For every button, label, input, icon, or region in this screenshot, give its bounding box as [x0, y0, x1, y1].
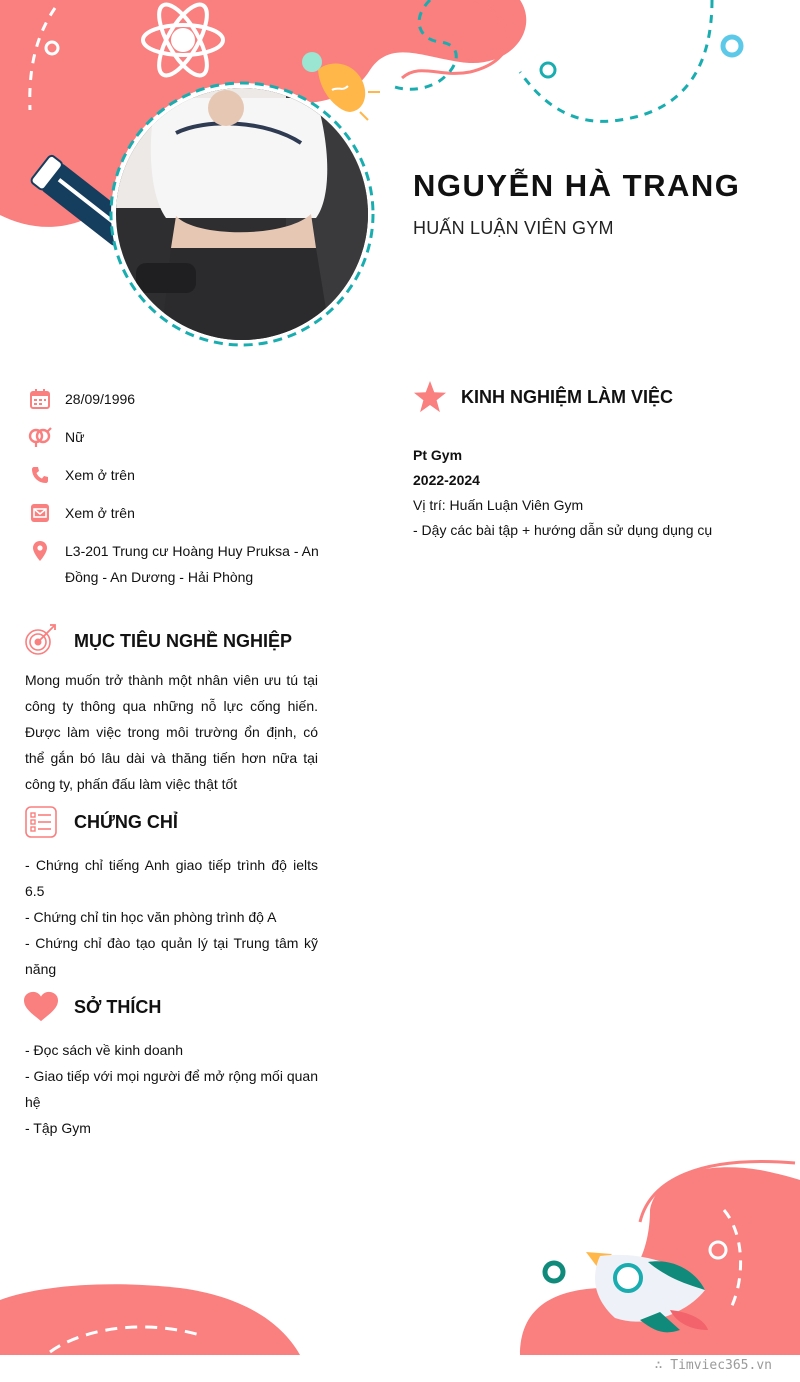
location-pin-icon [26, 540, 54, 562]
section-title: SỞ THÍCH [74, 996, 162, 1017]
avatar-photo [116, 88, 368, 340]
contact-text: Xem ở trên [65, 505, 135, 521]
section-hobbies-header [24, 990, 161, 1024]
contact-text: L3-201 Trung cư Hoàng Huy Pruksa - An Đồng - An Dương - Hải Phòng [65, 543, 319, 585]
checklist-icon [24, 805, 58, 839]
hobbies-list [25, 1037, 318, 1141]
objective-text: Mong muốn trở thành một nhân viên ưu tú tại công ty thông qua những nỗ lực cống hiến. Được làm việc trong môi trường ổn định, có thể gắn bó lâu dài và thăng tiến hơn nữa tại công ty, phấn đấu làm việc thật tốt [25, 672, 318, 792]
avatar-frame [108, 80, 376, 348]
avatar [116, 88, 368, 340]
experience-position: Vị trí: Huấn Luận Viên Gym [413, 497, 584, 513]
calendar-icon [26, 388, 54, 410]
contact-email [26, 502, 326, 526]
gender-icon [26, 426, 54, 448]
section-objective-header [24, 624, 292, 658]
email-icon [26, 502, 54, 524]
target-icon [24, 624, 58, 658]
experience-description: - Dậy các bài tập + hướng dẫn sử dụng dụng cụ [413, 522, 713, 538]
contact-text: Xem ở trên [65, 467, 135, 483]
contact-text: 28/09/1996 [65, 391, 136, 407]
candidate-name: NGUYỄN HÀ TRANG [413, 168, 741, 203]
section-certificates-header [24, 805, 178, 839]
list-item: - Chứng chỉ tin học văn phòng trình độ A [25, 909, 277, 925]
section-title: MỤC TIÊU NGHỀ NGHIỆP [74, 630, 293, 651]
section-experience-header [413, 380, 673, 414]
contact-gender [26, 426, 326, 450]
watermark: ∴ Timviec365.vn [654, 1358, 772, 1373]
contact-phone [26, 464, 326, 488]
certificates-list [25, 852, 318, 982]
experience-entry [413, 443, 773, 543]
experience-period: 2022-2024 [413, 472, 480, 488]
contact-birthday [26, 388, 326, 412]
phone-icon [26, 464, 54, 486]
list-item: - Chứng chỉ đào tạo quản lý tại Trung tâm kỹ năng [25, 935, 318, 977]
job-title: HUẤN LUẬN VIÊN GYM [413, 218, 614, 238]
section-title: KINH NGHIỆM LÀM VIỆC [461, 386, 674, 407]
list-item: - Chứng chỉ tiếng Anh giao tiếp trình độ ielts 6.5 [25, 857, 318, 899]
section-title: CHỨNG CHỈ [74, 811, 178, 832]
heart-icon [24, 990, 58, 1024]
list-item: - Đọc sách về kinh doanh [25, 1042, 183, 1058]
star-icon [413, 380, 447, 414]
experience-company: Pt Gym [413, 447, 463, 463]
list-item: - Giao tiếp với mọi người để mở rộng mối quan hệ [25, 1068, 318, 1110]
list-item: - Tập Gym [25, 1120, 91, 1136]
contact-address [26, 540, 326, 590]
contact-text: Nữ [65, 429, 85, 445]
